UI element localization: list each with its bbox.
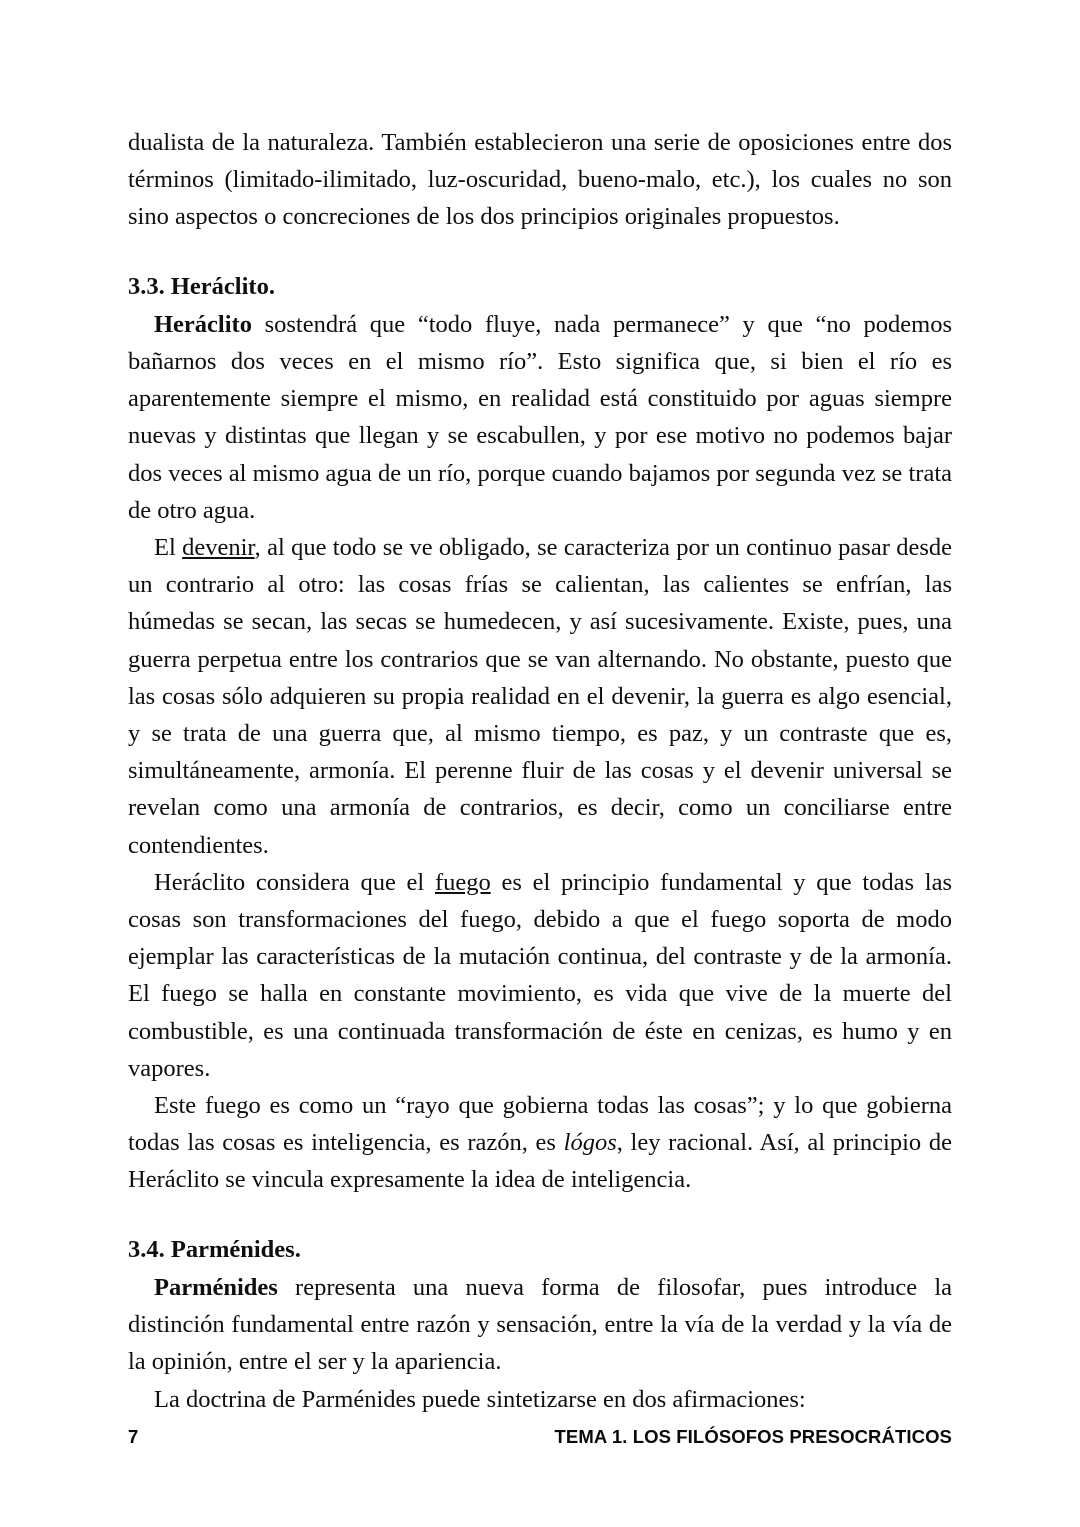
underlined-term-fuego: fuego [434,868,491,896]
italic-term-logos: lógos [563,1129,617,1157]
paragraph-dualista: dualista de la naturaleza. También establecieron una serie de oposiciones entre dos términos (limitado-ilimitado, luz-oscuridad, bueno-malo, etc.), los cuales no son sino aspectos o concreciones de los dos principios originales propuestos. [128,129,952,231]
heading-3-3-heraclito: 3.3. Heráclito. [128,272,275,300]
paragraph-devenir-prefix: El [154,534,183,562]
page-footer [128,1426,952,1448]
paragraph-rayo-suffix: , ley racional. Así, al principio de Heráclito se vincula expresamente la idea de inteligencia. [128,1129,952,1194]
paragraph-fuego-body: es el principio fundamental y que todas las cosas son transformaciones del fuego, debido a que el fuego soporta de modo ejemplar las características de la mutación continua, del contraste y de la armonía. El fuego se halla en constante movimiento, es vida que vive de la muerte del combustible, es una continuada transformación de éste en cenizas, es humo y en vapores. [128,868,952,1082]
page-content-column [128,124,952,1418]
paragraph-parmenides-intro-body: representa una nueva forma de filosofar, pues introduce la distinción fundamental entre razón y sensación, entre la vía de la verdad y la vía de la opinión, entre el ser y la apariencia. [128,1273,952,1376]
paragraph-heraclito-intro-body: sostendrá que “todo fluye, nada permanece” y que “no podemos bañarnos dos veces en el mismo río”. Esto significa que, si bien el río es aparentemente siempre el mismo, en realidad está constituido por aguas siempre nuevas y distintas que llegan y se escabullen, y por ese motivo no podemos bajar dos veces al mismo agua de un río, porque cuando bajamos por segunda vez se trata de otro agua. [128,310,952,524]
paragraph-fuego [128,864,952,1087]
paragraph-rayo-logos [128,1087,952,1199]
paragraph-devenir-body: , al que todo se ve obligado, se caracteriza por un continuo pasar desde un contrario al otro: las cosas frías se calientan, las calientes se enfrían, las húmedas se secan, las secas se humedecen, y así sucesivamente. Existe, pues, una guerra perpetua entre los contrarios que se van alternando. No obstante, puesto que las cosas sólo adquieren su propia realidad en el devenir, la guerra es algo esencial, y se trata de una guerra que, al mismo tiempo, es paz, y un contraste que es, simultáneamente, armonía. El perenne fluir de las cosas y el devenir universal se revelan como una armonía de contrarios, es decir, como un conciliarse entre contendientes. [128,534,952,859]
paragraph-parmenides-intro [128,1269,952,1381]
paragraph-devenir [128,529,952,864]
heading-3-4-parmenides: 3.4. Parménides. [128,1235,301,1263]
paragraph-rayo-prefix: Este fuego es como un “rayo que gobierna todas las cosas”; y lo que gobierna todas las cosas es inteligencia, es razón, es [128,1092,952,1157]
lead-term-parmenides: Parménides [154,1273,278,1301]
underlined-term-devenir: devenir [182,534,255,562]
paragraph-heraclito-intro [128,306,952,529]
lead-term-heraclito: Heráclito [154,310,252,338]
footer-page-number: 7 [128,1426,139,1447]
paragraph-fuego-prefix: Heráclito considera que el [154,868,435,896]
paragraph-parmenides-doctrina: La doctrina de Parménides puede sintetizarse en dos afirmaciones: [154,1385,806,1413]
footer-running-title: TEMA 1. LOS FILÓSOFOS PRESOCRÁTICOS [554,1426,952,1447]
